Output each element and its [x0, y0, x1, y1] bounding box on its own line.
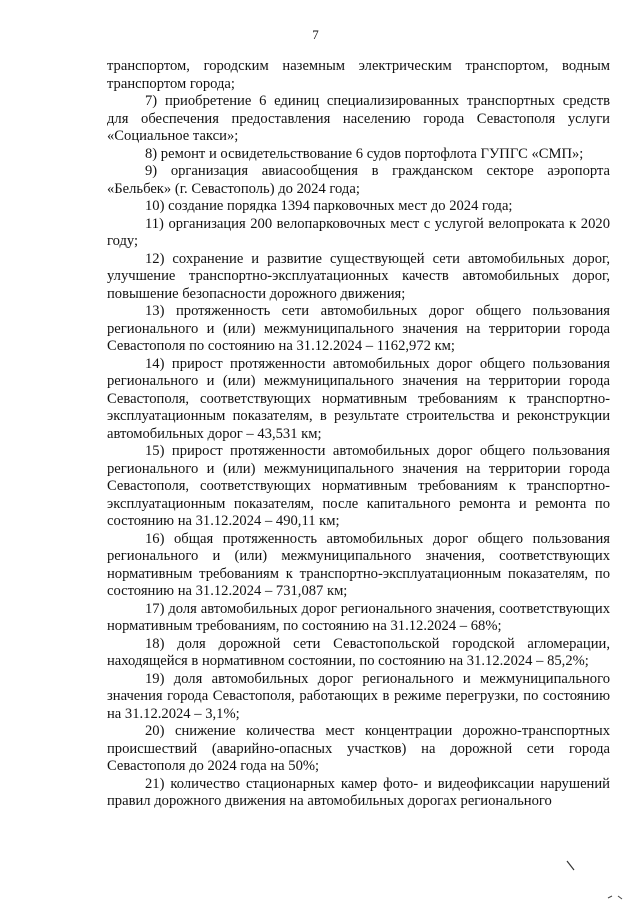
paragraph: 19) доля автомобильных дорог регионального и межмуниципального значения города Севастополя, работающих в режиме перегрузки, по состоянию на 31.12.2024 – 3,1%; [107, 670, 610, 722]
scan-corner-mark [606, 890, 626, 902]
paragraph: 9) организация авиасообщения в гражданском секторе аэропорта «Бельбек» (г. Севастополь) до 2024 года; [107, 163, 610, 197]
paragraph: 14) прирост протяженности автомобильных дорог общего пользования регионального и (или) межмуниципального значения на территории города Севастополя, соответствующих нормативным требованиям к транспортно-эксплуатационным показателям, в результате строительства и реконструкции автомобильных дорог – 43,531 км; [107, 355, 610, 442]
paragraph: 8) ремонт и освидетельствование 6 судов портофлота ГУПГС «СМП»; [145, 145, 584, 162]
paragraph: 17) доля автомобильных дорог регионального значения, соответствующих нормативным требованиям, по состоянию на 31.12.2024 – 68%; [107, 600, 610, 634]
paragraph: 15) прирост протяженности автомобильных дорог общего пользования регионального и (или) межмуниципального значения на территории города Севастополя, соответствующих нормативным требованиям к транспортно-эксплуатационным показателям, после капитального ремонта и ремонта по состоянию на 31.12.2024 – 490,11 км; [107, 443, 610, 529]
paragraph: 18) доля дорожной сети Севастопольской городской агломерации, находящейся в нормативном состоянии, по состоянию на 31.12.2024 – 85,2%; [107, 635, 610, 669]
page-number: 7 [312, 27, 319, 42]
paragraph: 13) протяженность сети автомобильных дорог общего пользования регионального и (или) межмуниципального значения на территории города Севастополя по состоянию на 31.12.2024 – 1162,972 км; [107, 303, 610, 354]
document-body [107, 58, 610, 811]
paragraph: 7) приобретение 6 единиц специализированных транспортных средств для обеспечения предоставления населению города Севастополя услуги «Социальное такси»; [107, 93, 610, 144]
paragraph: 11) организация 200 велопарковочных мест с услугой велопроката к 2020 году; [107, 215, 610, 249]
paragraph: 16) общая протяженность автомобильных дорог общего пользования регионального и (или) межмуниципального значения, соответствующих нормативным требованиям к транспортно-эксплуатационным показателям, по состоянию на 31.12.2024 – 731,087 км; [107, 530, 610, 599]
paragraph: 21) количество стационарных камер фото- и видеофиксации нарушений правил дорожного движения на автомобильных дорогах регионального [107, 775, 610, 809]
paragraph: 10) создание порядка 1394 парковочных мест до 2024 года; [145, 198, 513, 214]
scan-mark [566, 860, 576, 872]
paragraph: транспортом, городским наземным электрическим транспортом, водным транспортом города; [107, 58, 610, 92]
paragraph: 20) снижение количества мест концентрации дорожно-транспортных происшествий (аварийно-опасных участков) на дорожной сети города Севастополя до 2024 года на 50%; [107, 723, 610, 774]
paragraph: 12) сохранение и развитие существующей сети автомобильных дорог, улучшение транспортно-эксплуатационных качеств автомобильных дорог, повышение безопасности дорожного движения; [107, 250, 610, 302]
